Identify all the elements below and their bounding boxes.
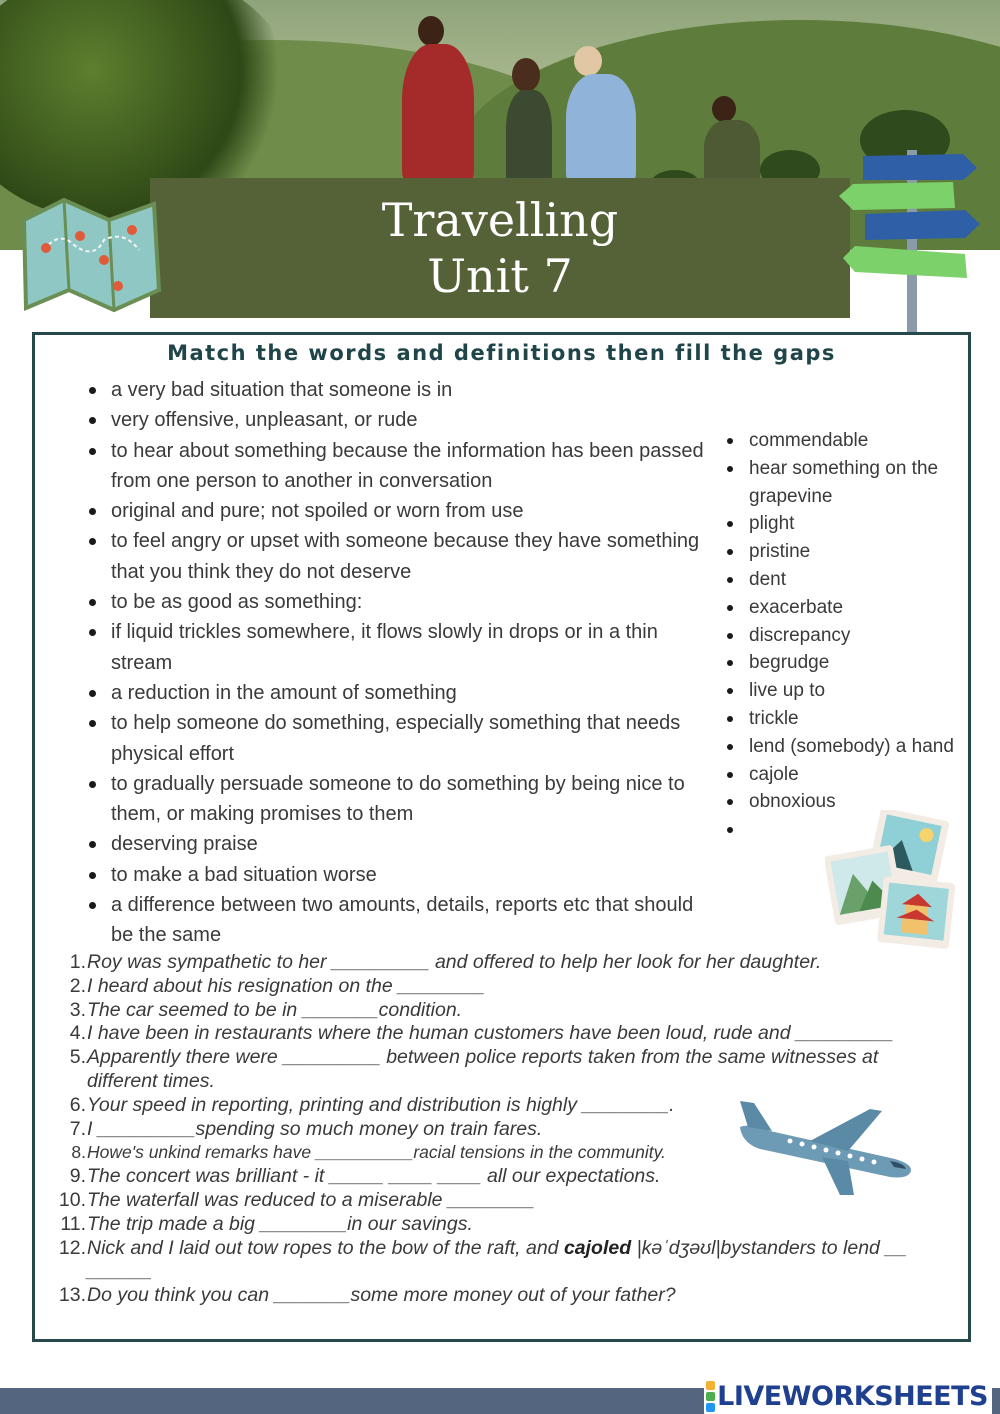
definition-item: if liquid trickles somewhere, it flows slowly in drops or in a thin stream <box>87 617 707 678</box>
word-item: begrudge <box>725 649 965 677</box>
word-item: cajole <box>725 761 965 789</box>
photos-icon <box>825 810 955 950</box>
definition-item: to hear about something because the information has been passed from one person to another in conversation <box>87 436 707 497</box>
sentence-item: 3. The car seemed to be in _______condition. <box>69 998 463 1021</box>
sentence-item: 1. Roy was sympathetic to her _________ and offered to help her look for her daughter. <box>69 951 822 973</box>
liveworksheets-logo[interactable] <box>704 1378 992 1414</box>
sentence-item: 8. Howe's unkind remarks have __________racial tensions in the community. <box>71 1142 666 1163</box>
word-item: commendable <box>725 427 965 455</box>
sentence-item: 4. I have been in restaurants where the human customers have been loud, rude and _________ <box>69 1022 894 1045</box>
definition-item: original and pure; not spoiled or worn from use <box>87 496 707 526</box>
sentence-item: 9. The concert was brilliant - it _____ ____ ____ all our expectations. <box>69 1165 661 1188</box>
word-item: exacerbate <box>725 594 965 622</box>
sentence-item: 7. I _________spending so much money on train fares. <box>69 1117 543 1140</box>
definition-item: a very bad situation that someone is in <box>87 375 707 405</box>
word-item: dent <box>725 566 965 594</box>
word-item: discrepancy <box>725 622 965 650</box>
sentence-item: 5. Apparently there were _________ between police reports taken from the same witnesses at different times. <box>69 1046 879 1092</box>
word-item: obnoxious <box>725 788 965 816</box>
word-item: live up to <box>725 677 965 705</box>
definition-item: to feel angry or upset with someone because they have something that you think they do not deserve <box>87 526 707 587</box>
definition-item: to be as good as something: <box>87 587 707 617</box>
word-item: hear something on the grapevine <box>725 455 965 511</box>
sentence-item: 2. I heard about his resignation on the ________ <box>69 974 485 997</box>
brand-text: LIVEWORKSHEETS <box>717 1380 988 1412</box>
definitions-list <box>87 375 707 951</box>
instruction-heading: Match the words and definitions then fill the gaps <box>167 341 836 365</box>
bold-word: cajoled <box>563 1236 632 1259</box>
word-item: pristine <box>725 538 965 566</box>
map-icon <box>14 190 164 320</box>
title-banner <box>150 178 850 318</box>
sentence-item: 6. Your speed in reporting, printing and distribution is highly ________. <box>69 1093 675 1116</box>
word-item: lend (somebody) a hand <box>725 733 965 761</box>
word-item: trickle <box>725 705 965 733</box>
sentence-item: 13. Do you think you can _______some more money out of your father? <box>58 1284 676 1307</box>
exercise-frame <box>32 332 971 1342</box>
definition-item: to help someone do something, especially something that needs physical effort <box>87 708 707 769</box>
airplane-icon <box>730 1097 920 1197</box>
title-line-2: Unit 7 <box>427 249 573 303</box>
word-item: plight <box>725 510 965 538</box>
signpost-icon <box>835 150 995 335</box>
sentence-item: 10. The waterfall was reduced to a miserable ________ <box>58 1188 535 1211</box>
sentence-item: 11. The trip made a big ________in our savings. <box>60 1212 473 1235</box>
sentence-item: 12. Nick and I laid out tow ropes to the bow of the raft, and cajoled |kəˈdʒəʊl|bystanders to lend __ ______ <box>58 1236 908 1283</box>
word-bank <box>725 427 965 844</box>
title-line-1: Travelling <box>381 193 619 247</box>
definition-item: a difference between two amounts, details, reports etc that should be the same <box>87 890 707 951</box>
definition-item: deserving praise <box>87 829 707 859</box>
definition-item: a reduction in the amount of something <box>87 678 707 708</box>
definition-item: very offensive, unpleasant, or rude <box>87 405 707 435</box>
definition-item: to gradually persuade someone to do something by being nice to them, or making promises to them <box>87 769 707 830</box>
logo-mark-icon <box>706 1380 715 1413</box>
definition-item: to make a bad situation worse <box>87 860 707 890</box>
